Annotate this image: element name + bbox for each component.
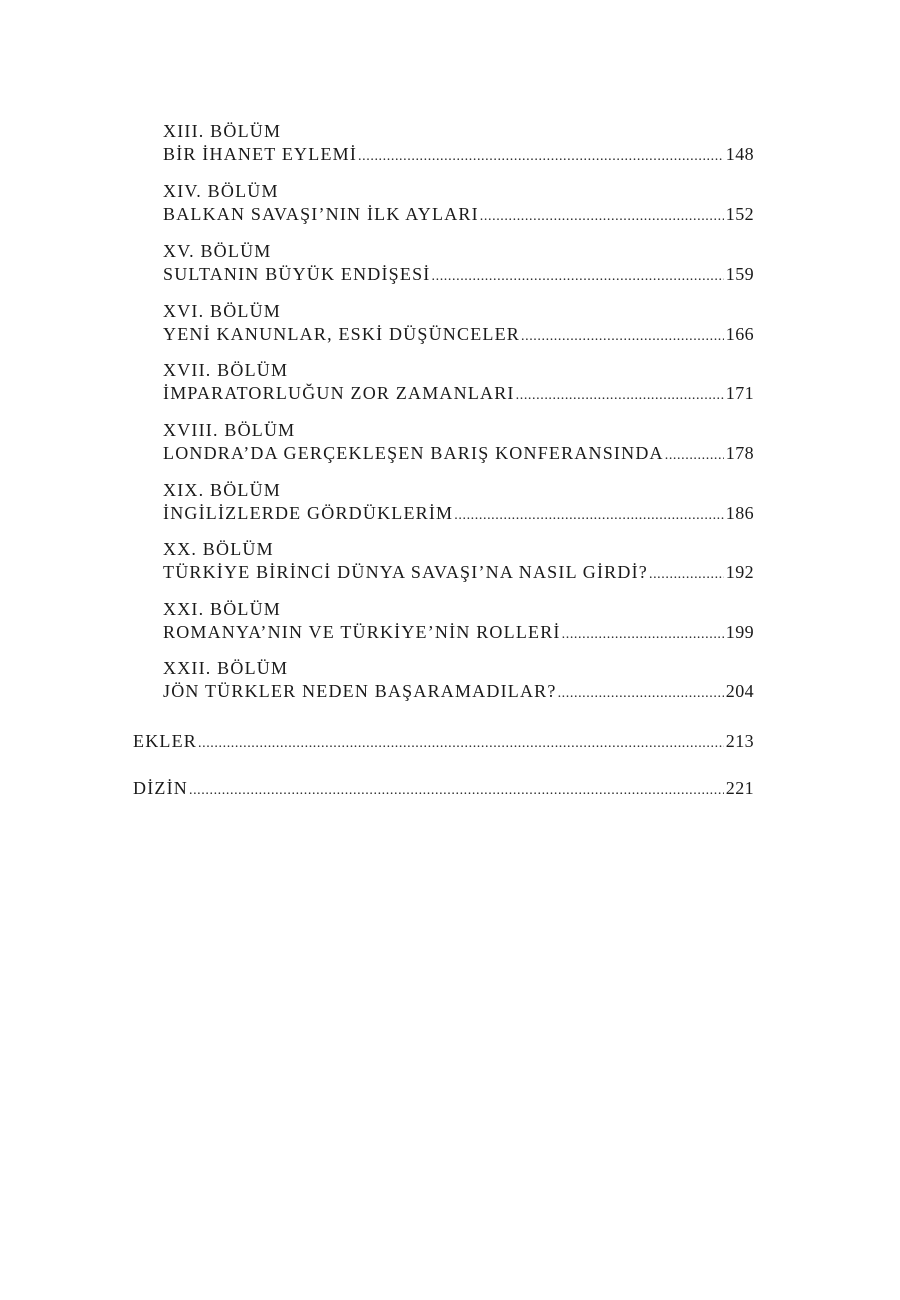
chapter-title-line	[163, 262, 754, 286]
chapter-label: XIX. BÖLÜM	[163, 480, 281, 500]
chapter-title-line	[163, 322, 754, 346]
page-number: 159	[725, 264, 754, 284]
toc-chapter-entry[interactable]	[163, 300, 754, 346]
chapter-title-line	[163, 501, 754, 525]
dot-leader	[454, 504, 724, 525]
page-number: 221	[725, 778, 754, 798]
toc-appendix-entry[interactable]	[133, 729, 754, 753]
appendix-title: EKLER	[133, 731, 197, 751]
chapter-label: XIII. BÖLÜM	[163, 121, 282, 141]
page-number: 199	[725, 622, 754, 642]
dot-leader	[358, 145, 724, 166]
page-number: 213	[725, 731, 754, 751]
appendix-line	[133, 729, 754, 753]
dot-leader	[649, 563, 724, 584]
dot-leader	[432, 265, 724, 286]
dot-leader	[516, 384, 724, 405]
page-number: 186	[725, 503, 754, 523]
dot-leader	[665, 444, 724, 465]
chapter-title: BALKAN SAVAŞI’NIN İLK AYLARI	[163, 204, 479, 224]
chapter-title-line	[163, 202, 754, 226]
page-number: 148	[725, 144, 754, 164]
page-number: 204	[725, 681, 754, 701]
chapter-title: ROMANYA’NIN VE TÜRKİYE’NİN ROLLERİ	[163, 622, 561, 642]
chapter-title: LONDRA’DA GERÇEKLEŞEN BARIŞ KONFERANSINDA	[163, 443, 664, 463]
dot-leader	[521, 325, 724, 346]
toc-chapter-entry[interactable]	[163, 180, 754, 226]
dot-leader	[198, 732, 724, 753]
dot-leader	[189, 779, 724, 800]
index-line	[133, 776, 754, 800]
chapter-title-line	[163, 679, 754, 703]
chapter-title: YENİ KANUNLAR, ESKİ DÜŞÜNCELER	[163, 324, 520, 344]
chapter-label: XIV. BÖLÜM	[163, 181, 279, 201]
toc-chapter-entry[interactable]	[163, 419, 754, 465]
chapter-title-line	[163, 620, 754, 644]
page-number: 192	[725, 562, 754, 582]
chapter-label: XVII. BÖLÜM	[163, 360, 289, 380]
chapter-label: XXI. BÖLÜM	[163, 599, 281, 619]
chapter-title: BİR İHANET EYLEMİ	[163, 144, 358, 164]
page-number: 178	[725, 443, 754, 463]
page-number: 171	[725, 383, 754, 403]
toc-index-entry[interactable]	[133, 776, 754, 800]
chapter-title: İNGİLİZLERDE GÖRDÜKLERİM	[163, 503, 454, 523]
page-number: 166	[725, 324, 754, 344]
index-title: DİZİN	[133, 778, 188, 798]
chapter-title: JÖN TÜRKLER NEDEN BAŞARAMADILAR?	[163, 681, 557, 701]
chapter-title: TÜRKİYE BİRİNCİ DÜNYA SAVAŞI’NA NASIL GİRDİ?	[163, 562, 648, 582]
toc-chapter-entry[interactable]	[163, 598, 754, 644]
chapter-label: XV. BÖLÜM	[163, 241, 272, 261]
chapter-label: XVIII. BÖLÜM	[163, 420, 296, 440]
chapter-label: XVI. BÖLÜM	[163, 301, 281, 321]
chapter-title: SULTANIN BÜYÜK ENDİŞESİ	[163, 264, 431, 284]
dot-leader	[558, 682, 724, 703]
chapter-title-line	[163, 381, 754, 405]
toc-chapter-entry[interactable]	[163, 120, 754, 166]
dot-leader	[480, 205, 724, 226]
chapter-label: XXII. BÖLÜM	[163, 658, 289, 678]
page-number: 152	[725, 204, 754, 224]
chapter-title-line	[163, 441, 754, 465]
toc-chapter-entry[interactable]	[163, 359, 754, 405]
toc-chapter-entry[interactable]	[163, 657, 754, 703]
toc-chapter-entry[interactable]	[163, 479, 754, 525]
toc-chapter-entry[interactable]	[163, 240, 754, 286]
chapter-label: XX. BÖLÜM	[163, 539, 274, 559]
toc-chapter-entry[interactable]	[163, 538, 754, 584]
dot-leader	[562, 623, 724, 644]
chapter-title: İMPARATORLUĞUN ZOR ZAMANLARI	[163, 383, 515, 403]
chapter-title-line	[163, 142, 754, 166]
chapter-title-line	[163, 560, 754, 584]
